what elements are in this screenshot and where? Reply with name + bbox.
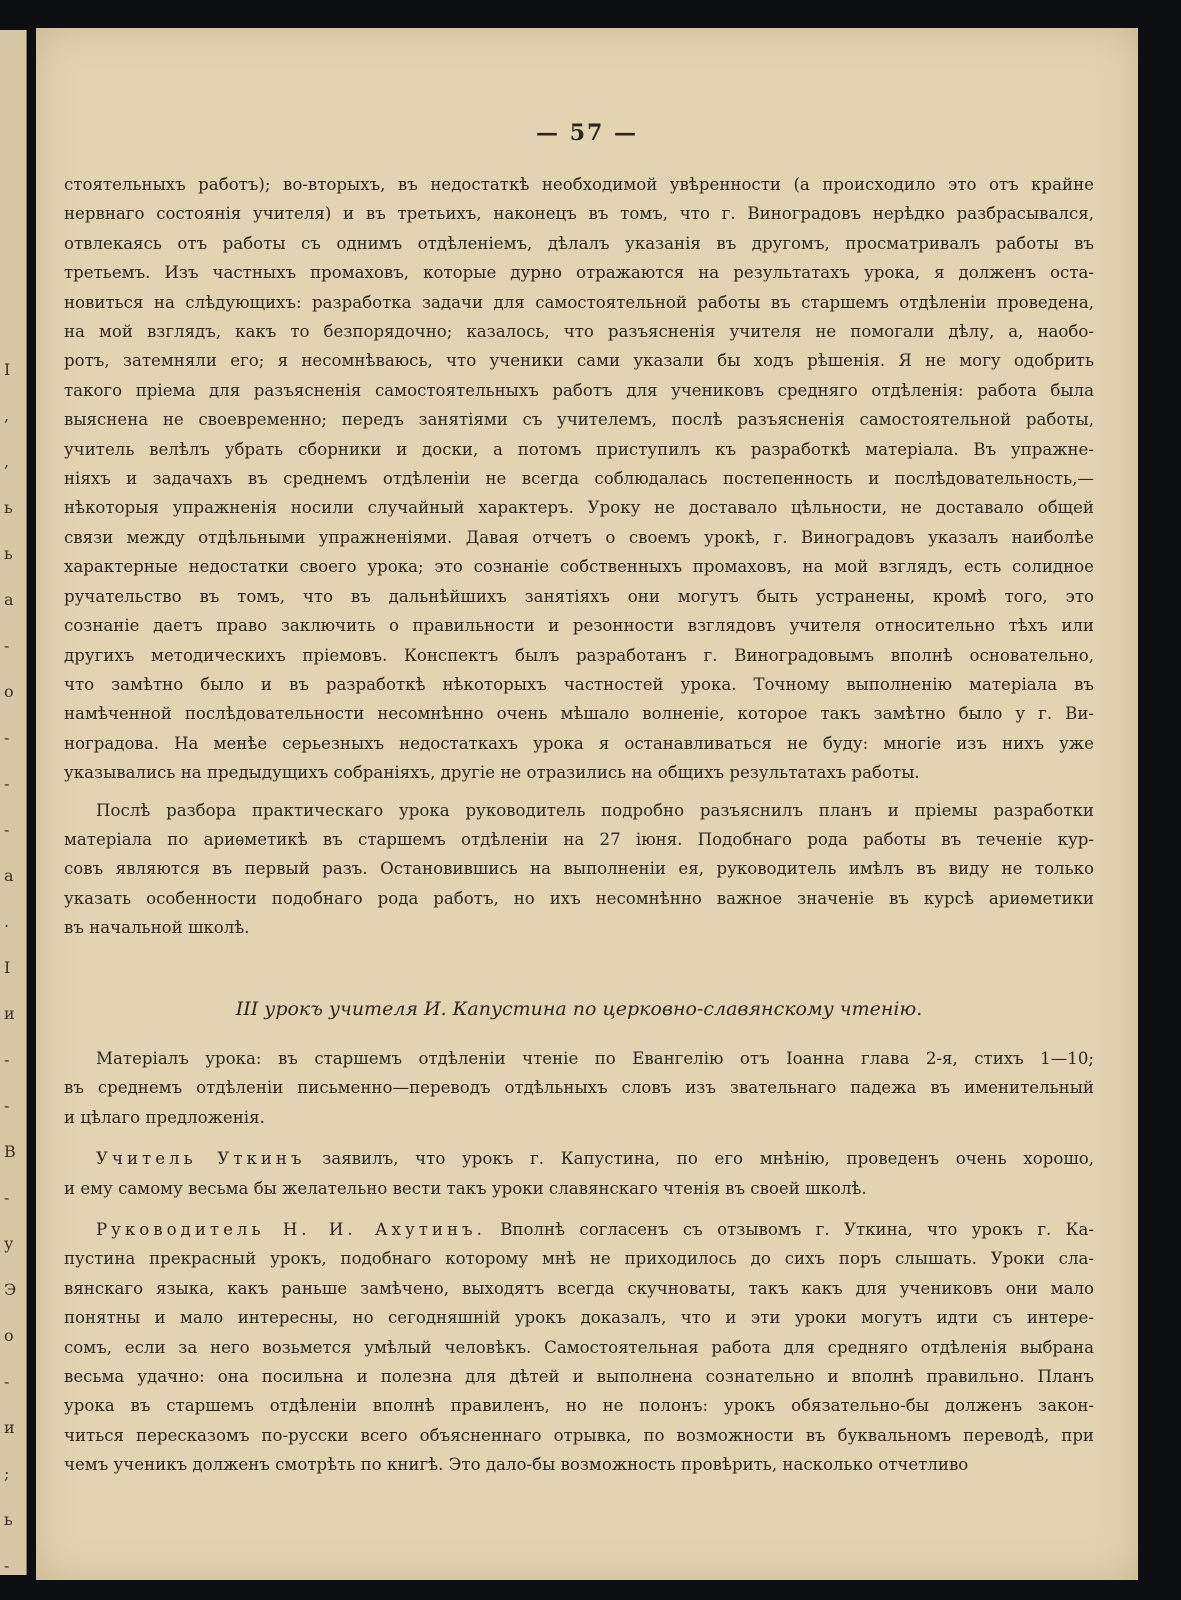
text-line: указать особенности подобнаго рода работъ, но ихъ несомнѣнно важное значеніе въ курсѣ ариѳметики — [64, 888, 1094, 908]
text-line: понятны и мало интересны, но сегодняшній урокъ доказалъ, что и эти уроки могутъ идти съ интере- — [64, 1308, 1094, 1328]
text-line: вянскаго языка, какъ раньше замѣчено, выходятъ всегда скучноваты, такъ какъ для учениковъ они мало — [64, 1278, 1094, 1298]
text-line: совъ являются въ первый разъ. Остановившись на выполненіи ея, руководитель имѣлъ въ виду не только — [64, 859, 1094, 879]
margin-fragment: - — [4, 636, 10, 655]
text-line — [64, 1215, 1094, 1244]
text-line: стоятельныхъ работъ); во-вторыхъ, въ недостаткѣ необходимой увѣренности (а происходило это отъ крайне — [64, 175, 1094, 194]
margin-fragment: I — [4, 958, 11, 977]
margin-fragment: у — [4, 1234, 14, 1253]
margin-fragment: , — [4, 406, 10, 425]
margin-fragment: и — [4, 1004, 15, 1023]
text-line: весьма удачно: она посильна и полезна для дѣтей и выполнена сознательно и вполнѣ правильно. Планъ — [64, 1367, 1094, 1387]
margin-fragment: - — [4, 820, 10, 839]
text-line: пустина прекрасный урокъ, подобнаго которому мнѣ не приходилось до сихъ поръ слышать. Уроки сла- — [64, 1249, 1094, 1269]
text-line: что замѣтно было и въ разработкѣ нѣкоторыхъ частностей урока. Точному выполненію матеріала въ — [64, 674, 1094, 694]
book-page — [36, 28, 1138, 1580]
text-line: сознаніе даетъ право заключить о правильности и резонности взглядовъ учителя относительно тѣхъ или — [64, 616, 1094, 636]
text-line — [64, 1144, 1094, 1173]
text-line-rest: Вполнѣ согласенъ съ отзывомъ г. Уткина, что урокъ г. Ка- — [485, 1220, 1094, 1239]
text-line: ротъ, затемняли его; я несомнѣваюсь, что ученики сами указали бы ходъ рѣшенія. Я не могу одобрить — [64, 351, 1094, 371]
margin-fragment: - — [4, 774, 10, 793]
text-line: Послѣ разбора практическаго урока руководитель подробно разъяснилъ планъ и пріемы разработки — [96, 800, 1094, 820]
previous-page-edge — [0, 30, 27, 1575]
margin-fragment: . — [4, 912, 10, 931]
text-line: и ему самому весьма бы желательно вести такъ уроки славянскаго чтенія въ своей школѣ. — [64, 1178, 867, 1198]
text-line: читься пересказомъ по-русски всего объясненнаго отрывка, по возможности въ буквальномъ переводѣ, при — [64, 1425, 1094, 1445]
text-line: Матеріалъ урока: въ старшемъ отдѣленіи чтеніе по Евангелію отъ Іоанна глава 2-я, стихъ 1—10; — [96, 1048, 1094, 1068]
text-line: третьемъ. Изъ частныхъ промаховъ, которые дурно отражаются на результатахъ урока, я долженъ оста- — [64, 263, 1094, 283]
text-line: такого пріема для разъясненія самостоятельныхъ работъ для учениковъ средняго отдѣленія: работа была — [64, 380, 1094, 400]
text-line: ноградова. На менѣе серьезныхъ недостаткахъ урока я останавливаться не буду: многіе изъ нихъ уже — [64, 733, 1094, 753]
text-line: отвлекаясь отъ работы съ однимъ отдѣленіемъ, дѣлалъ указанія въ другомъ, просматривалъ работы въ — [64, 233, 1094, 253]
text-line: нервнаго состоянія учителя) и въ третьихъ, наконецъ въ томъ, что г. Виноградовъ нерѣдко разбрасывался, — [64, 204, 1094, 224]
speaker-name: Руководитель Н. И. Ахутинъ. — [96, 1220, 486, 1239]
text-line: характерные недостатки своего урока; это сознаніе собственныхъ промаховъ, на мой взглядъ, есть солидное — [64, 557, 1094, 577]
margin-fragment: ь — [4, 1510, 13, 1529]
paragraph — [64, 1044, 1094, 1132]
paragraph — [64, 796, 1094, 943]
margin-fragment: - — [4, 1372, 10, 1391]
paragraph — [64, 170, 1094, 788]
text-line: въ начальной школѣ. — [64, 918, 250, 938]
text-line: связи между отдѣльными упражненіями. Давая отчетъ о своемъ урокѣ, г. Виноградовъ указалъ наиболѣе — [64, 527, 1094, 547]
section-heading: III урокъ учителя И. Капустина по церковно-славянскому чтенію. — [235, 997, 923, 1020]
text-line: выяснена не своевременно; передъ занятіями съ учителемъ, послѣ разъясненія самостоятельной работы, — [64, 410, 1094, 430]
margin-fragment: - — [4, 1096, 10, 1115]
margin-fragment: - — [4, 728, 10, 747]
text-line: новиться на слѣдующихъ: разработка задачи для самостоятельной работы въ старшемъ отдѣленіи проведена, — [64, 292, 1094, 312]
text-line: ніяхъ и задачахъ въ среднемъ отдѣленіи не всегда соблюдалась постепенность и послѣдовательность,— — [64, 469, 1094, 489]
margin-fragment: , — [4, 452, 10, 471]
margin-fragment: а — [4, 866, 14, 885]
margin-fragment: ; — [4, 1464, 10, 1483]
text-line: въ среднемъ отдѣленіи письменно—переводъ отдѣльныхъ словъ изъ звательнаго падежа въ именительный — [64, 1078, 1094, 1098]
margin-fragment: о — [4, 682, 14, 701]
margin-fragment: I — [4, 360, 11, 379]
text-line: на мой взглядъ, какъ то безпорядочно; казалось, что разъясненія учителя не помогали дѣлу, а, наобо- — [64, 322, 1094, 342]
text-line: учитель велѣлъ убрать сборники и доски, а потомъ приступилъ къ разработкѣ матеріала. Въ упражне- — [64, 439, 1094, 459]
text-line-rest: заявилъ, что урокъ г. Капустина, по его мнѣнію, проведенъ очень хорошо, — [305, 1149, 1094, 1169]
speaker-name: Учитель Уткинъ — [96, 1149, 306, 1169]
text-line: нѣкоторыя упражненія носили случайный характеръ. Уроку не доставало цѣльности, не доставало общей — [64, 498, 1094, 518]
margin-fragment: и — [4, 1418, 15, 1437]
text-line: урока въ старшемъ отдѣленіи вполнѣ правиленъ, но не полонъ: урокъ обязательно-бы долженъ закон- — [64, 1396, 1094, 1416]
text-line: другихъ методическихъ пріемовъ. Конспектъ былъ разработанъ г. Виноградовымъ вполнѣ основательно, — [64, 645, 1094, 665]
margin-fragment: - — [4, 1556, 10, 1575]
margin-fragment: - — [4, 1188, 10, 1207]
text-line: и цѣлаго предложенія. — [64, 1107, 265, 1127]
text-line: сомъ, если за него возьмется умѣлый человѣкъ. Самостоятельная работа для средняго отдѣленія выбрана — [64, 1337, 1094, 1357]
margin-fragment: В — [4, 1142, 16, 1161]
margin-fragment: о — [4, 1326, 14, 1345]
margin-fragment: Э — [4, 1280, 17, 1299]
page-number: — 57 — — [536, 120, 638, 146]
text-block-2 — [64, 1044, 1094, 1480]
margin-fragment: ь — [4, 498, 13, 517]
paragraph — [64, 1215, 1094, 1480]
text-block-1 — [64, 170, 1094, 943]
text-line: ручательство въ томъ, что въ дальнѣйшихъ занятіяхъ они могутъ быть устранены, кромѣ того, это — [64, 586, 1094, 606]
margin-fragment: а — [4, 590, 14, 609]
margin-fragment: ь — [4, 544, 13, 563]
text-line: намѣченной послѣдовательности несомнѣнно очень мѣшало волненіе, которое такъ замѣтно было у г. Ви- — [64, 704, 1094, 724]
text-line: матеріала по ариѳметикѣ въ старшемъ отдѣленіи на 27 іюня. Подобнаго рода работы въ теченіе кур- — [64, 829, 1094, 849]
text-line: указывались на предыдущихъ собраніяхъ, другіе не отразились на общихъ результатахъ работы. — [64, 763, 920, 783]
text-line: чемъ ученикъ долженъ смотрѣть по книгѣ. Это дало-бы возможность провѣрить, насколько отчетливо — [64, 1455, 969, 1475]
paragraph — [64, 1144, 1094, 1203]
margin-fragment: - — [4, 1050, 10, 1069]
page-body — [64, 170, 1094, 1480]
